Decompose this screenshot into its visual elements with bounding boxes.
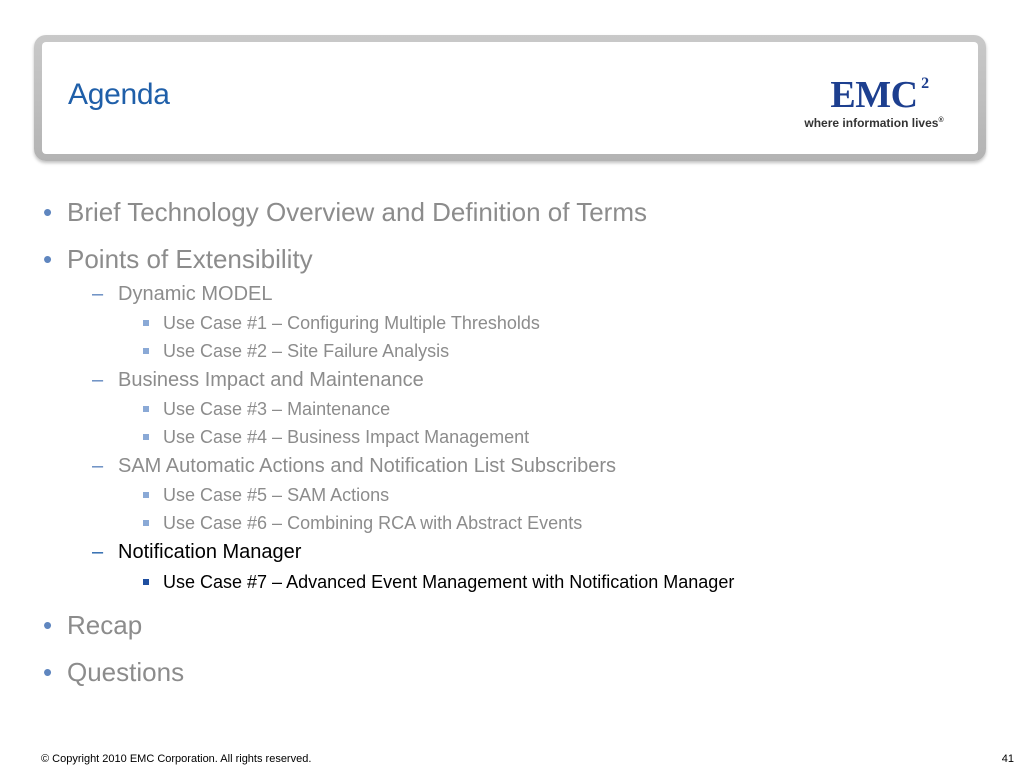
agenda-item-label: Business Impact and Maintenance (118, 369, 424, 391)
agenda-item-label: Recap (67, 610, 143, 640)
agenda-item-label: Use Case #2 – Site Failure Analysis (163, 341, 450, 361)
logo-tagline-text: where information lives (804, 116, 939, 130)
bullet-icon: • (43, 197, 53, 227)
logo-registered-mark: ® (938, 117, 944, 124)
dash-icon: – (92, 455, 104, 477)
agenda-item-label: Dynamic MODEL (118, 283, 273, 305)
agenda-item-label: Points of Extensibility (67, 244, 313, 274)
agenda-item-questions (43, 657, 185, 687)
dash-icon: – (92, 283, 104, 305)
square-bullet-icon (143, 320, 149, 326)
agenda-item-overview (43, 197, 647, 227)
bullet-icon: • (43, 610, 53, 640)
square-bullet-icon (143, 406, 149, 412)
square-bullet-icon (143, 434, 149, 440)
logo-superscript: 2 (921, 75, 929, 92)
agenda-subitem-dynamic-model (92, 283, 273, 305)
agenda-item-label: Use Case #1 – Configuring Multiple Thresholds (163, 313, 540, 333)
agenda-subitem-sam-actions (92, 455, 617, 477)
agenda-subitem-business-impact (92, 369, 424, 391)
agenda-item-recap (43, 610, 143, 640)
agenda-subitem-notification-manager (92, 541, 302, 563)
slide-title: Agenda (68, 78, 170, 111)
bullet-icon: • (43, 657, 53, 687)
bullet-icon: • (43, 244, 53, 274)
square-bullet-icon (143, 492, 149, 498)
square-bullet-icon (143, 579, 149, 585)
agenda-item-label: Questions (67, 657, 185, 687)
agenda-usecase-2 (163, 342, 449, 360)
agenda-usecase-7 (163, 573, 734, 591)
agenda-item-extensibility (43, 244, 313, 274)
dash-icon: – (92, 541, 104, 563)
agenda-item-label: Use Case #5 – SAM Actions (163, 485, 390, 505)
agenda-usecase-4 (163, 428, 529, 446)
agenda-usecase-3 (163, 400, 390, 418)
agenda-usecase-1 (163, 314, 540, 332)
agenda-item-label: Use Case #6 – Combining RCA with Abstract Events (163, 513, 583, 533)
square-bullet-icon (143, 348, 149, 354)
agenda-item-label: Use Case #4 – Business Impact Management (163, 427, 530, 447)
agenda-item-label: SAM Automatic Actions and Notification List Subscribers (118, 455, 617, 477)
agenda-item-label: Use Case #3 – Maintenance (163, 399, 391, 419)
copyright-notice: © Copyright 2010 EMC Corporation. All rights reserved. (41, 753, 312, 765)
logo-mark-text: EMC (830, 74, 918, 116)
agenda-item-label: Use Case #7 – Advanced Event Management with Notification Manager (163, 572, 735, 592)
agenda-item-label: Brief Technology Overview and Definition of Terms (67, 197, 647, 227)
square-bullet-icon (143, 520, 149, 526)
page-number: 41 (1001, 753, 1014, 765)
agenda-usecase-5 (163, 486, 389, 504)
agenda-usecase-6 (163, 514, 582, 532)
agenda-item-label: Notification Manager (118, 541, 302, 563)
dash-icon: – (92, 369, 104, 391)
